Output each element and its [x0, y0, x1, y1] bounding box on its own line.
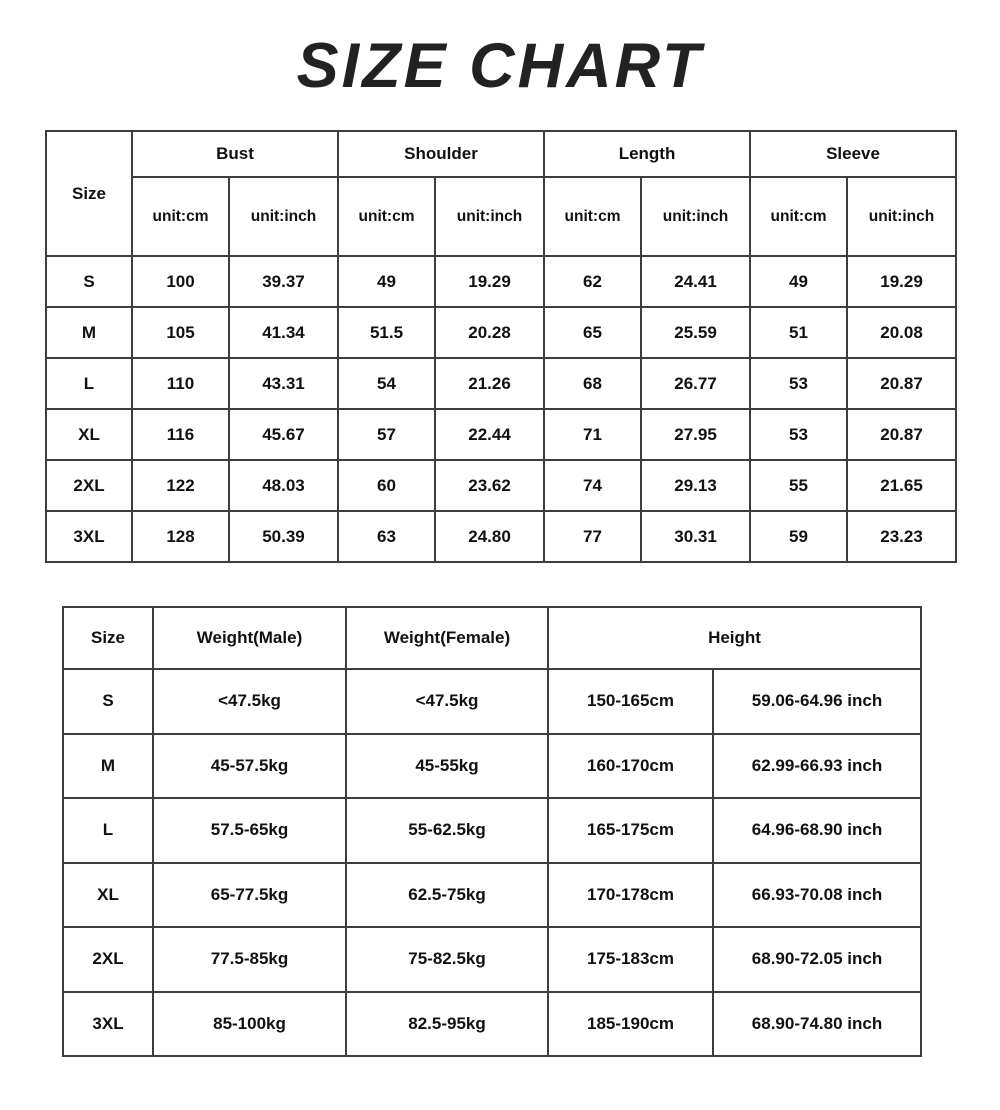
- height-inch-cell: 64.96-68.90 inch: [713, 798, 921, 863]
- value-cell: 53: [750, 409, 847, 460]
- value-cell: 39.37: [229, 256, 338, 307]
- value-cell: 21.65: [847, 460, 956, 511]
- height-inch-cell: 59.06-64.96 inch: [713, 669, 921, 734]
- size-cell: L: [63, 798, 153, 863]
- value-cell: 24.80: [435, 511, 544, 562]
- value-cell: 45.67: [229, 409, 338, 460]
- page-title: SIZE CHART: [296, 31, 704, 101]
- table-row: [46, 460, 956, 511]
- size-column-header: Size: [46, 131, 132, 256]
- size-cell: 2XL: [46, 460, 132, 511]
- unit-header: unit:inch: [641, 177, 750, 256]
- value-cell: 30.31: [641, 511, 750, 562]
- height-inch-cell: 66.93-70.08 inch: [713, 863, 921, 928]
- weight-male-cell: 65-77.5kg: [153, 863, 346, 928]
- value-cell: 59: [750, 511, 847, 562]
- size-cell: L: [46, 358, 132, 409]
- unit-header: unit:inch: [847, 177, 956, 256]
- size-cell: M: [46, 307, 132, 358]
- value-cell: 60: [338, 460, 435, 511]
- value-cell: 68: [544, 358, 641, 409]
- garment-size-table: [45, 130, 957, 563]
- height-cm-cell: 175-183cm: [548, 927, 713, 992]
- weight-female-cell: <47.5kg: [346, 669, 548, 734]
- size-column-header: Size: [63, 607, 153, 669]
- value-cell: 29.13: [641, 460, 750, 511]
- weight-male-cell: 57.5-65kg: [153, 798, 346, 863]
- table-row: [63, 863, 921, 928]
- table-row: [46, 307, 956, 358]
- body-size-table: [62, 606, 922, 1057]
- height-cm-cell: 160-170cm: [548, 734, 713, 799]
- table-row: [63, 798, 921, 863]
- group-header-shoulder: Shoulder: [338, 131, 544, 177]
- table-row: [46, 358, 956, 409]
- value-cell: 51.5: [338, 307, 435, 358]
- table-row: [63, 734, 921, 799]
- weight-female-cell: 75-82.5kg: [346, 927, 548, 992]
- size-cell: 2XL: [63, 927, 153, 992]
- weight-female-cell: 55-62.5kg: [346, 798, 548, 863]
- value-cell: 20.87: [847, 358, 956, 409]
- value-cell: 49: [338, 256, 435, 307]
- weight-female-cell: 45-55kg: [346, 734, 548, 799]
- table-row: [63, 992, 921, 1057]
- value-cell: 71: [544, 409, 641, 460]
- table-row: [63, 669, 921, 734]
- value-cell: 26.77: [641, 358, 750, 409]
- value-cell: 20.08: [847, 307, 956, 358]
- value-cell: 21.26: [435, 358, 544, 409]
- height-inch-cell: 62.99-66.93 inch: [713, 734, 921, 799]
- value-cell: 55: [750, 460, 847, 511]
- value-cell: 62: [544, 256, 641, 307]
- weight-male-header: Weight(Male): [153, 607, 346, 669]
- height-inch-cell: 68.90-72.05 inch: [713, 927, 921, 992]
- value-cell: 25.59: [641, 307, 750, 358]
- value-cell: 128: [132, 511, 229, 562]
- value-cell: 51: [750, 307, 847, 358]
- height-cm-cell: 150-165cm: [548, 669, 713, 734]
- value-cell: 50.39: [229, 511, 338, 562]
- value-cell: 23.62: [435, 460, 544, 511]
- value-cell: 23.23: [847, 511, 956, 562]
- weight-male-cell: 77.5-85kg: [153, 927, 346, 992]
- value-cell: 116: [132, 409, 229, 460]
- weight-male-cell: 45-57.5kg: [153, 734, 346, 799]
- group-header-bust: Bust: [132, 131, 338, 177]
- unit-header: unit:cm: [544, 177, 641, 256]
- table-row: [46, 256, 956, 307]
- value-cell: 74: [544, 460, 641, 511]
- weight-male-cell: <47.5kg: [153, 669, 346, 734]
- value-cell: 110: [132, 358, 229, 409]
- value-cell: 24.41: [641, 256, 750, 307]
- group-header-sleeve: Sleeve: [750, 131, 956, 177]
- value-cell: 27.95: [641, 409, 750, 460]
- height-cm-cell: 165-175cm: [548, 798, 713, 863]
- size-cell: S: [46, 256, 132, 307]
- value-cell: 57: [338, 409, 435, 460]
- size-cell: 3XL: [46, 511, 132, 562]
- weight-female-header: Weight(Female): [346, 607, 548, 669]
- height-header: Height: [548, 607, 921, 669]
- value-cell: 48.03: [229, 460, 338, 511]
- value-cell: 105: [132, 307, 229, 358]
- value-cell: 63: [338, 511, 435, 562]
- value-cell: 65: [544, 307, 641, 358]
- value-cell: 49: [750, 256, 847, 307]
- value-cell: 122: [132, 460, 229, 511]
- height-cm-cell: 185-190cm: [548, 992, 713, 1057]
- value-cell: 22.44: [435, 409, 544, 460]
- height-inch-cell: 68.90-74.80 inch: [713, 992, 921, 1057]
- value-cell: 20.87: [847, 409, 956, 460]
- value-cell: 19.29: [847, 256, 956, 307]
- value-cell: 100: [132, 256, 229, 307]
- group-header-length: Length: [544, 131, 750, 177]
- table-row: [63, 927, 921, 992]
- size-cell: XL: [46, 409, 132, 460]
- weight-male-cell: 85-100kg: [153, 992, 346, 1057]
- value-cell: 54: [338, 358, 435, 409]
- value-cell: 43.31: [229, 358, 338, 409]
- size-cell: S: [63, 669, 153, 734]
- unit-header: unit:inch: [435, 177, 544, 256]
- table-row: [46, 409, 956, 460]
- weight-female-cell: 82.5-95kg: [346, 992, 548, 1057]
- unit-header: unit:inch: [229, 177, 338, 256]
- size-cell: M: [63, 734, 153, 799]
- value-cell: 19.29: [435, 256, 544, 307]
- value-cell: 53: [750, 358, 847, 409]
- unit-header: unit:cm: [750, 177, 847, 256]
- size-cell: XL: [63, 863, 153, 928]
- unit-header: unit:cm: [338, 177, 435, 256]
- weight-female-cell: 62.5-75kg: [346, 863, 548, 928]
- value-cell: 41.34: [229, 307, 338, 358]
- value-cell: 20.28: [435, 307, 544, 358]
- size-cell: 3XL: [63, 992, 153, 1057]
- unit-header: unit:cm: [132, 177, 229, 256]
- table-row: [46, 511, 956, 562]
- height-cm-cell: 170-178cm: [548, 863, 713, 928]
- value-cell: 77: [544, 511, 641, 562]
